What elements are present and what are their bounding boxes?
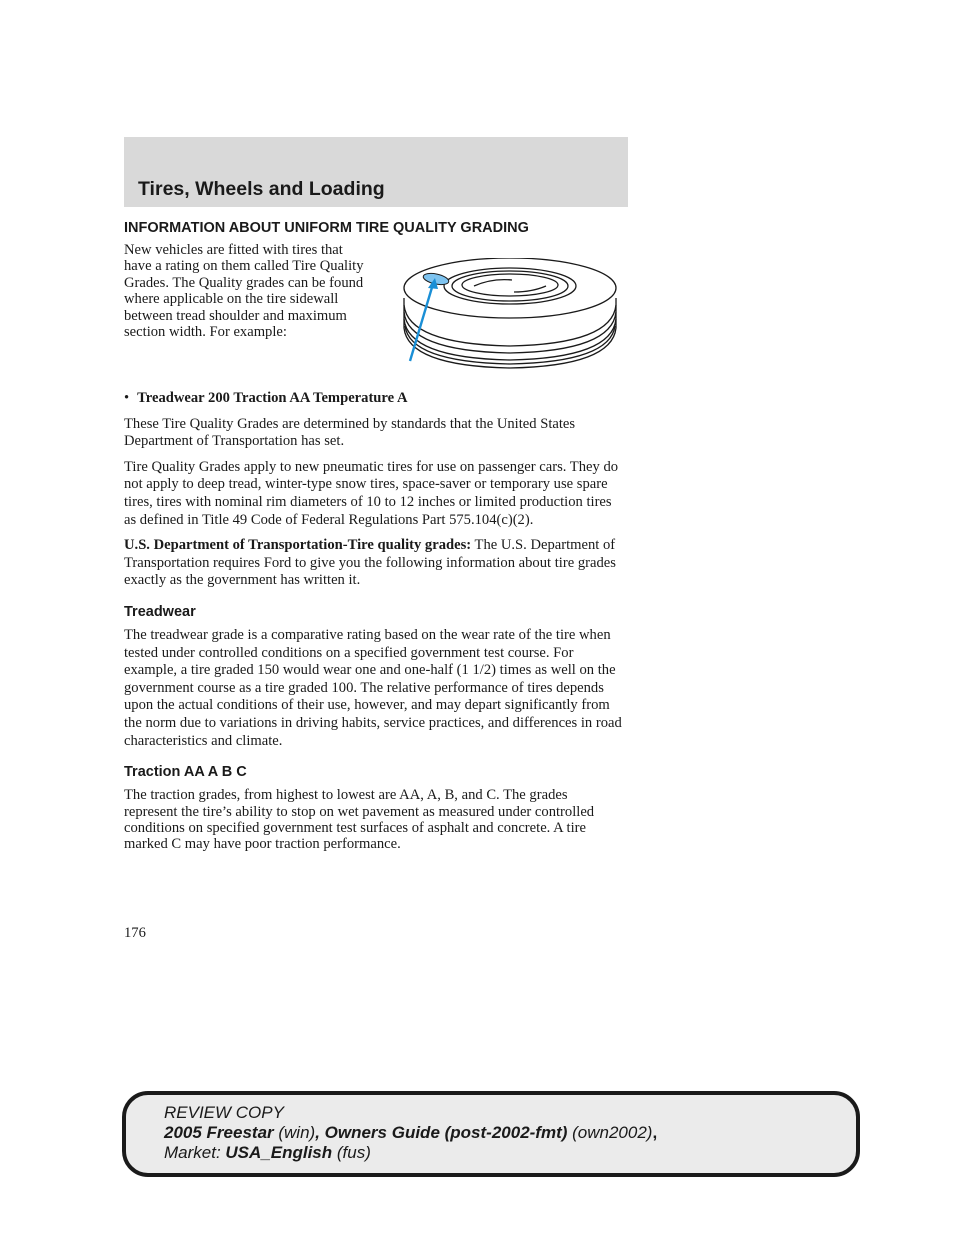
grade-example-bullet — [124, 390, 624, 408]
footer-model-code: (win) — [273, 1123, 316, 1142]
traction-paragraph: The traction grades, from highest to lowest are AA, A, B, and C. The grades represent the tire’s ability to stop on wet pavement as measured under controlled conditions on specified government test surfaces of asphalt and concrete. A tire marked C may have poor traction performance. — [124, 787, 595, 853]
footer-guide-code: (own2002) — [567, 1123, 653, 1142]
treadwear-heading: Treadwear — [124, 603, 196, 620]
section-header-band — [124, 137, 628, 207]
traction-heading: Traction AA A B C — [124, 764, 247, 781]
tire-illustration-icon — [402, 258, 618, 370]
footer-model: 2005 Freestar — [164, 1123, 274, 1142]
footer-text — [164, 1103, 657, 1163]
review-copy-footer — [122, 1091, 860, 1177]
footer-comma: , — [652, 1123, 658, 1142]
footer-market-label: Market: — [164, 1143, 226, 1162]
intro-paragraph: New vehicles are fitted with tires that have a rating on them called Tire Quality Grades. The Quality grades can be found where applicable on the tire sidewall between tread shoulder and maximum section width. For example: — [124, 242, 364, 341]
dot-text: The U.S. Department of Transportation requires Ford to give you the following information about tire grades exactly as the government has written it. — [124, 537, 616, 589]
section-heading: INFORMATION ABOUT UNIFORM TIRE QUALITY GRADING — [124, 220, 529, 236]
paragraph-dot — [124, 537, 624, 590]
footer-review-copy: REVIEW COPY — [164, 1103, 284, 1122]
grade-example-text: Treadwear 200 Traction AA Temperature A — [137, 390, 408, 406]
paragraph-applicability: Tire Quality Grades apply to new pneumatic tires for use on passenger cars. They do not apply to deep tread, winter-type snow tires, space-saver or temporary use spare tires, tires with nominal rim diameters of 10 to 12 inches or limited production tires as defined in Title 49 Code of Federal Regulations Part 575.104(c)(2). — [124, 458, 619, 528]
main-content — [124, 220, 624, 853]
treadwear-paragraph: The treadwear grade is a comparative rating based on the wear rate of the tire when tested under controlled conditions on a specified government test course. For example, a tire graded 150 would wear one and one-half (1 1/2) times as well on the government course as a tire graded 100. The relative performance of tires depends upon the actual conditions of their use, however, and may depart significantly from the norm due to variations in driving habits, service practices, and differences in road characteristics and climate. — [124, 626, 622, 749]
page-number: 176 — [124, 925, 146, 941]
footer-guide: , Owners Guide (post-2002-fmt) — [315, 1123, 568, 1142]
intro-block — [124, 242, 624, 382]
dot-label: U.S. Department of Transportation-Tire quality grades: — [124, 537, 472, 554]
footer-market-code: (fus) — [332, 1143, 371, 1162]
paragraph-standards: These Tire Quality Grades are determined by standards that the United States Department of Transportation has set. — [124, 415, 576, 450]
footer-market-line — [164, 1143, 657, 1163]
page-title: Tires, Wheels and Loading — [138, 178, 385, 200]
footer-guide-line — [164, 1123, 657, 1143]
footer-market: USA_English — [225, 1143, 333, 1162]
bullet-icon: • — [124, 390, 130, 406]
